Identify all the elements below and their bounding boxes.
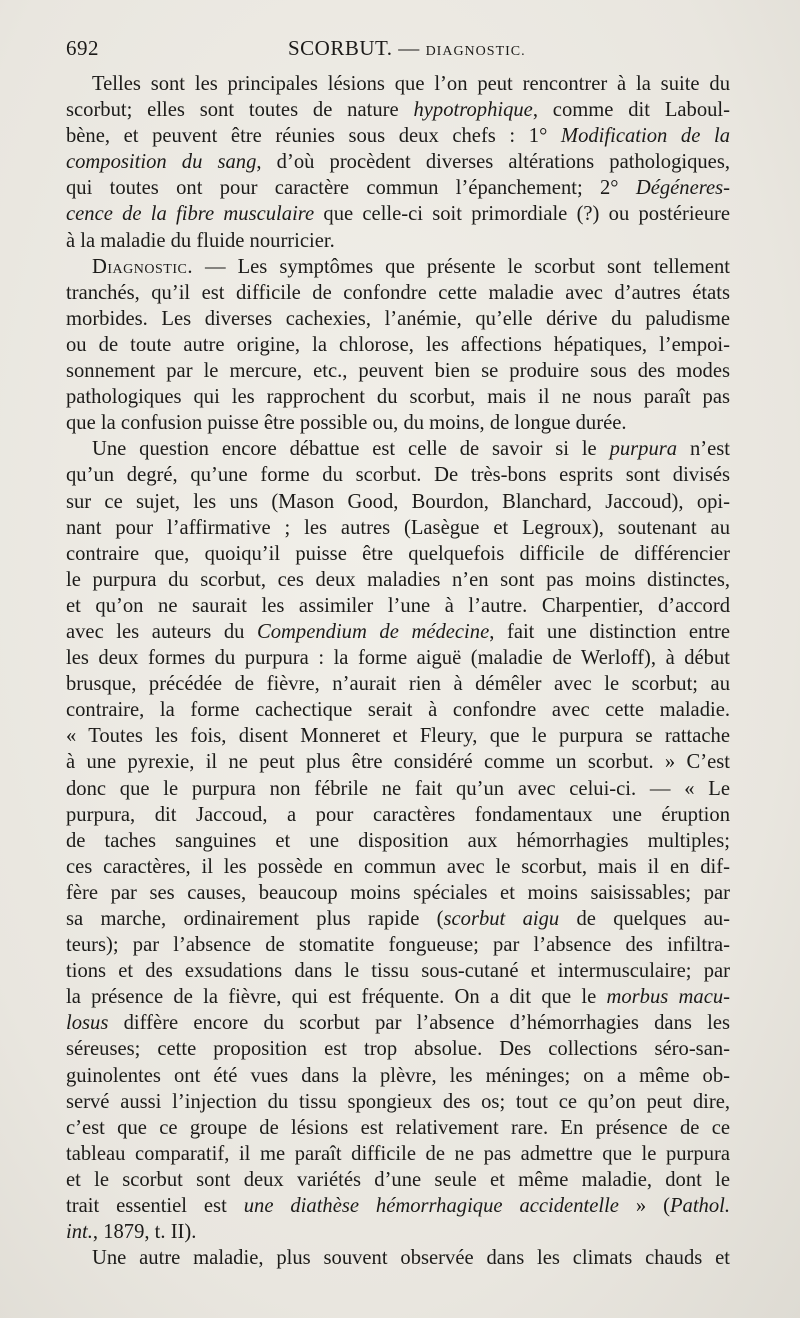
text-segment: fère par ses causes, beaucoup moins spéciales et moins saisissables; par [66, 881, 730, 904]
text-segment: scorbut; elles sont toutes de nature [66, 99, 414, 122]
text-segment: Telles sont les principales lésions que l’on peut rencontrer à la suite du [92, 73, 730, 95]
text-segment: pathologiques qui les rapprochent du scorbut, mais il ne nous paraît pas [66, 386, 730, 409]
text-segment: sur ce sujet, les uns (Mason Good, Bourdon, Blanchard, Jaccoud), opi- [66, 490, 730, 513]
text-line [66, 697, 730, 723]
text-segment: c’est que ce groupe de lésions est relativement rare. En présence de ce [66, 1116, 730, 1139]
text-line [66, 906, 730, 932]
text-segment: contraire, la forme cachectique serait à confondre avec cette maladie. [66, 699, 730, 722]
text-line [66, 384, 730, 410]
page-number: 692 [66, 36, 99, 60]
text-segment: — Les symptômes que présente le scorbut sont tellement [192, 255, 730, 278]
text-segment: » ( [618, 1195, 670, 1218]
text-segment: qu’un degré, qu’une forme du scorbut. De très-bons esprits sont divisés [66, 464, 730, 487]
text-line [66, 149, 730, 175]
text-line [66, 1167, 730, 1193]
paragraph [66, 436, 730, 1245]
text-line [66, 1063, 730, 1089]
text-line [66, 671, 730, 697]
text-segment: et le scorbut sont deux variétés d’une seule et même maladie, dont le [66, 1168, 730, 1191]
text-segment: tableau comparatif, il me paraît difficile de ne pas admettre que le purpura [66, 1142, 730, 1165]
italic-text: int. [66, 1221, 93, 1244]
text-segment: morbides. Les diverses cachexies, l’anémie, qu’elle dérive du paludisme [66, 307, 730, 330]
text-line [66, 593, 730, 619]
text-line [66, 175, 730, 201]
text-line [66, 254, 730, 280]
running-title [288, 36, 526, 61]
text-segment: Une autre maladie, plus souvent observée dans les climats chauds et [92, 1247, 730, 1270]
text-line [66, 515, 730, 541]
paragraph [66, 71, 730, 254]
text-line [66, 880, 730, 906]
italic-text: cence de la fibre musculaire [66, 203, 315, 226]
text-segment: tranchés, qu’il est difficile de confondre cette maladie avec d’autres états [66, 281, 730, 304]
italic-text: scorbut aigu [443, 908, 560, 930]
text-line [66, 932, 730, 958]
text-line [66, 984, 730, 1010]
text-line [66, 410, 730, 436]
running-title-main: SCORBUT. — [288, 36, 426, 60]
text-segment: qui toutes ont pour caractère commun l’épanchement; 2° [66, 177, 636, 200]
text-line [66, 854, 730, 880]
text-segment: séreuses; cette proposition est trop absolue. Des collections séro-san- [66, 1038, 730, 1061]
text-line [66, 1010, 730, 1036]
text-line [66, 1115, 730, 1141]
italic-text: une diathèse hémorrhagique accidentelle [243, 1195, 619, 1218]
text-segment: ces caractères, il les possède en commun avec le scorbut, mais il en dif- [66, 855, 730, 878]
text-segment: contraire que, quoiqu’il puisse être quelquefois difficile de différencier [66, 542, 730, 565]
running-header [66, 36, 726, 64]
text-line [66, 749, 730, 775]
text-line [66, 1193, 730, 1219]
text-segment: , comme dit Laboul- [532, 99, 731, 122]
text-line [66, 1219, 730, 1245]
text-line [66, 332, 730, 358]
italic-text: Compendium de médecine [257, 620, 490, 643]
italic-text: Modification de la [560, 125, 730, 148]
text-line [66, 97, 730, 123]
text-line [66, 1089, 730, 1115]
section-heading: Diagnostic. [92, 255, 193, 278]
text-line [66, 776, 730, 802]
text-line [66, 123, 730, 149]
text-line [66, 280, 730, 306]
text-segment: guinolentes ont été vues dans la plèvre, les méninges; on a même ob- [66, 1064, 730, 1087]
text-segment: sonnement par le mercure, etc., peuvent bien se produire sous des modes [66, 360, 730, 383]
text-segment: , fait une distinction entre [489, 620, 731, 643]
text-segment: nant pour l’affirmative ; les autres (Lasègue et Legroux), soutenant au [66, 516, 730, 539]
text-segment: le purpura du scorbut, ces deux maladies n’en sont pas moins distinctes, [66, 568, 730, 591]
text-segment: donc que le purpura non fébrile ne fait qu’un avec celui-ci. — « Le [66, 777, 730, 800]
text-segment: Une question encore débattue est celle de savoir si le [92, 438, 610, 461]
text-line [66, 358, 730, 384]
text-line [66, 1141, 730, 1167]
text-segment: la présence de la fièvre, qui est fréquente. On a dit que le [66, 986, 607, 1009]
text-segment: , 1879, t. II). [92, 1221, 197, 1244]
text-segment: n’est [677, 438, 730, 461]
text-segment: purpura, dit Jaccoud, a pour caractères fondamentaux une éruption [66, 803, 730, 826]
text-line [66, 1245, 730, 1271]
text-line [66, 462, 730, 488]
text-segment: que la confusion puisse être possible ou, du moins, de longue durée. [66, 412, 627, 435]
text-line [66, 645, 730, 671]
text-segment: servé aussi l’injection du tissu spongieux des os; tout ce qu’on peut dire, [66, 1090, 730, 1113]
italic-text: hypotrophique [413, 99, 533, 122]
text-line [66, 228, 730, 254]
text-segment: bène, et peuvent être réunies sous deux chefs : 1° [66, 125, 561, 148]
text-segment: teurs); par l’absence de stomatite fongueuse; par l’absence des infiltra- [66, 934, 730, 957]
text-line [66, 802, 730, 828]
text-segment: de quelques au- [559, 908, 730, 930]
text-line [66, 828, 730, 854]
italic-text: purpura [609, 438, 678, 461]
text-segment: et qu’on ne saurait les assimiler l’une à l’autre. Charpentier, d’accord [66, 594, 730, 617]
text-line [66, 489, 730, 515]
text-line [66, 723, 730, 749]
text-segment: avec les auteurs du [66, 620, 258, 643]
text-segment: trait essentiel est [66, 1195, 244, 1218]
text-segment: diffère encore du scorbut par l’absence d’hémorrhagies dans les [108, 1012, 730, 1035]
paragraph [66, 254, 730, 437]
text-line [66, 436, 730, 462]
italic-text: Pathol. [669, 1195, 730, 1218]
text-line [66, 201, 730, 227]
text-segment: , d’où procèdent diverses altérations pathologiques, [256, 151, 730, 174]
italic-text: morbus macu- [606, 986, 731, 1009]
text-segment: que celle-ci soit primordiale (?) ou postérieure [314, 203, 730, 226]
text-segment: brusque, précédée de fièvre, n’aurait rien à démêler avec le scorbut; au [66, 673, 730, 696]
text-segment: les deux formes du purpura : la forme aiguë (maladie de Werloff), à début [66, 647, 730, 670]
text-segment: sa marche, ordinairement plus rapide ( [66, 908, 444, 930]
text-line [66, 619, 730, 645]
text-segment: de taches sanguines et une disposition aux hémorrhagies multiples; [66, 829, 730, 852]
italic-text: losus [66, 1012, 109, 1035]
paragraph [66, 1245, 730, 1271]
italic-text: composition du sang [66, 151, 257, 174]
text-line [66, 541, 730, 567]
text-segment: à la maladie du fluide nourricier. [66, 229, 335, 252]
text-segment: « Toutes les fois, disent Monneret et Fleury, que le purpura se rattache [66, 725, 730, 748]
running-title-section: DIAGNOSTIC. [425, 44, 526, 59]
text-line [66, 567, 730, 593]
text-segment: tions et des exsudations dans le tissu sous-cutané et intermusculaire; par [66, 960, 730, 983]
text-segment: ou de toute autre origine, la chlorose, les affections hépatiques, l’empoi- [66, 333, 730, 356]
text-line [66, 306, 730, 332]
text-line [66, 71, 730, 97]
italic-text: Dégéneres- [635, 177, 730, 200]
body-text [66, 71, 730, 1271]
text-line [66, 958, 730, 984]
text-line [66, 1036, 730, 1062]
text-segment: à une pyrexie, il ne peut plus être considéré comme un scorbut. » C’est [66, 751, 730, 774]
